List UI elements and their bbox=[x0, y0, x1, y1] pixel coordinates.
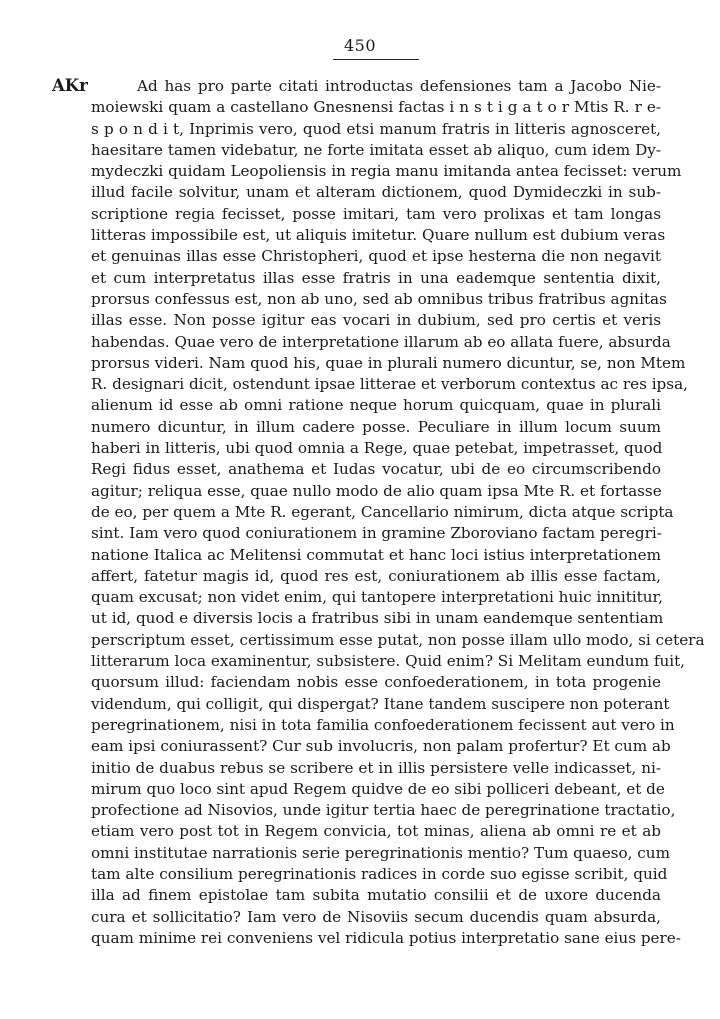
text-line: haberi in litteris, ubi quod omnia a Rege, quae petebat, impetrasset, quod bbox=[91, 439, 663, 458]
text-line: eam ipsi coniurassent? Cur sub involucris, non palam profertur? Et cum ab bbox=[91, 737, 671, 756]
text-line: initio de duabus rebus se scribere et in illis persistere velle indicasset, ni- bbox=[91, 758, 661, 777]
text-line: mydeczki quidam Leopoliensis in regia manu imitanda antea fecisset: verum bbox=[91, 162, 682, 181]
text-line: haesitare tamen videbatur, ne forte imitata esset ab aliquo, cum idem Dy- bbox=[91, 140, 661, 159]
text-line: numero dicuntur, in illum cadere posse. Peculiare in illum locum suum bbox=[91, 417, 661, 436]
text-line: Regi fidus esset, anathema et Iudas vocatur, ubi de eo circumscribendo bbox=[91, 460, 661, 479]
text-line: cura et sollicitatio? Iam vero de Nisoviis secum ducendis quam absurda, bbox=[91, 907, 661, 926]
text-body bbox=[91, 76, 705, 949]
text-line: videndum, qui colligit, qui dispergat? Itane tandem suscipere non poterant bbox=[91, 694, 670, 713]
text-line: peregrinationem, nisi in tota familia confoederationem fecissent aut vero in bbox=[91, 715, 675, 734]
text-line: illa ad finem epistolae tam subita mutatio consilii et de uxore ducenda bbox=[91, 886, 661, 905]
text-line: et cum interpretatus illas esse fratris in una eademque sententia dixit, bbox=[91, 268, 661, 287]
text-line: prorsus confessus est, non ab uno, sed ab omnibus tribus fratribus agnitas bbox=[91, 289, 667, 308]
text-line: agitur; reliqua esse, quae nullo modo de alio quam ipsa Mte R. et fortasse bbox=[91, 481, 662, 500]
text-line: omni institutae narrationis serie peregrinationis mentio? Tum quaeso, cum bbox=[91, 843, 670, 862]
text-line: etiam vero post tot in Regem convicia, tot minas, aliena ab omni re et ab bbox=[91, 822, 661, 841]
text-line: Ad has pro parte citati introductas defensiones tam a Jacobo Nie- bbox=[137, 77, 661, 95]
text-line: affert, fatetur magis id, quod res est, coniurationem ab illis esse factam, bbox=[91, 566, 661, 585]
text-line: R. designari dicit, ostendunt ipsae litterae et verborum contextus ac res ipsa, bbox=[91, 375, 688, 394]
text-line: prorsus videri. Nam quod his, quae in plurali numero dicuntur, se, non Mtem bbox=[91, 353, 686, 372]
text-line: perscriptum esset, certissimum esse putat, non posse illam ullo modo, si cetera bbox=[91, 630, 705, 649]
text-line: mirum quo loco sint apud Regem quidve de eo sibi polliceri debeant, et de bbox=[91, 779, 665, 798]
text-line: ut id, quod e diversis locis a fratribus sibi in unam eandemque sententiam bbox=[91, 609, 664, 628]
text-line: scriptione regia fecisset, posse imitari, tam vero prolixas et tam longas bbox=[91, 204, 661, 223]
text-line: sint. Iam vero quod coniurationem in gramine Zboroviano factam peregri- bbox=[91, 524, 662, 543]
margin-label: AKr bbox=[52, 76, 88, 95]
text-line: litterarum loca examinentur, subsistere. Quid enim? Si Melitam eundum fuit, bbox=[91, 652, 686, 671]
text-line: quorsum illud: faciendam nobis esse confoederationem, in tota progenie bbox=[91, 673, 661, 692]
text-line: alienum id esse ab omni ratione neque horum quicquam, quae in plurali bbox=[91, 396, 661, 415]
text-line: quam excusat; non videt enim, qui tantopere interpretationi huic innititur, bbox=[91, 588, 663, 607]
page-number-rule bbox=[333, 59, 419, 60]
page-number: 450 bbox=[343, 36, 377, 55]
text-line: habendas. Quae vero de interpretatione illarum ab eo allata fuere, absurda bbox=[91, 332, 671, 351]
text-line: litteras impossibile est, ut aliquis imitetur. Quare nullum est dubium veras bbox=[91, 226, 666, 245]
text-line: s p o n d i t, Inprimis vero, quod etsi manum fratris in litteris agnosceret, bbox=[91, 119, 661, 138]
text-line: profectione ad Nisovios, unde igitur tertia haec de peregrinatione tractatio, bbox=[91, 801, 676, 820]
text-line: illud facile solvitur, unam et alteram dictionem, quod Dymideczki in sub- bbox=[91, 183, 661, 202]
text-line: natione Italica ac Melitensi commutat et hanc loci istius interpretationem bbox=[91, 545, 661, 564]
text-line: illas esse. Non posse igitur eas vocari in dubium, sed pro certis et veris bbox=[91, 311, 661, 330]
text-line: de eo, per quem a Mte R. egerant, Cancellario nimirum, dicta atque scripta bbox=[91, 502, 674, 521]
text-line: moiewski quam a castellano Gnesnensi factas i n s t i g a t o r Mtis R. r e- bbox=[91, 98, 661, 117]
text-line: tam alte consilium peregrinationis radices in corde suo egisse scribit, quid bbox=[91, 864, 668, 883]
text-line: quam minime rei conveniens vel ridicula potius interpretatio sane eius pere- bbox=[91, 928, 681, 947]
text-line: et genuinas illas esse Christopheri, quod et ipse hesterna die non negavit bbox=[91, 247, 661, 266]
